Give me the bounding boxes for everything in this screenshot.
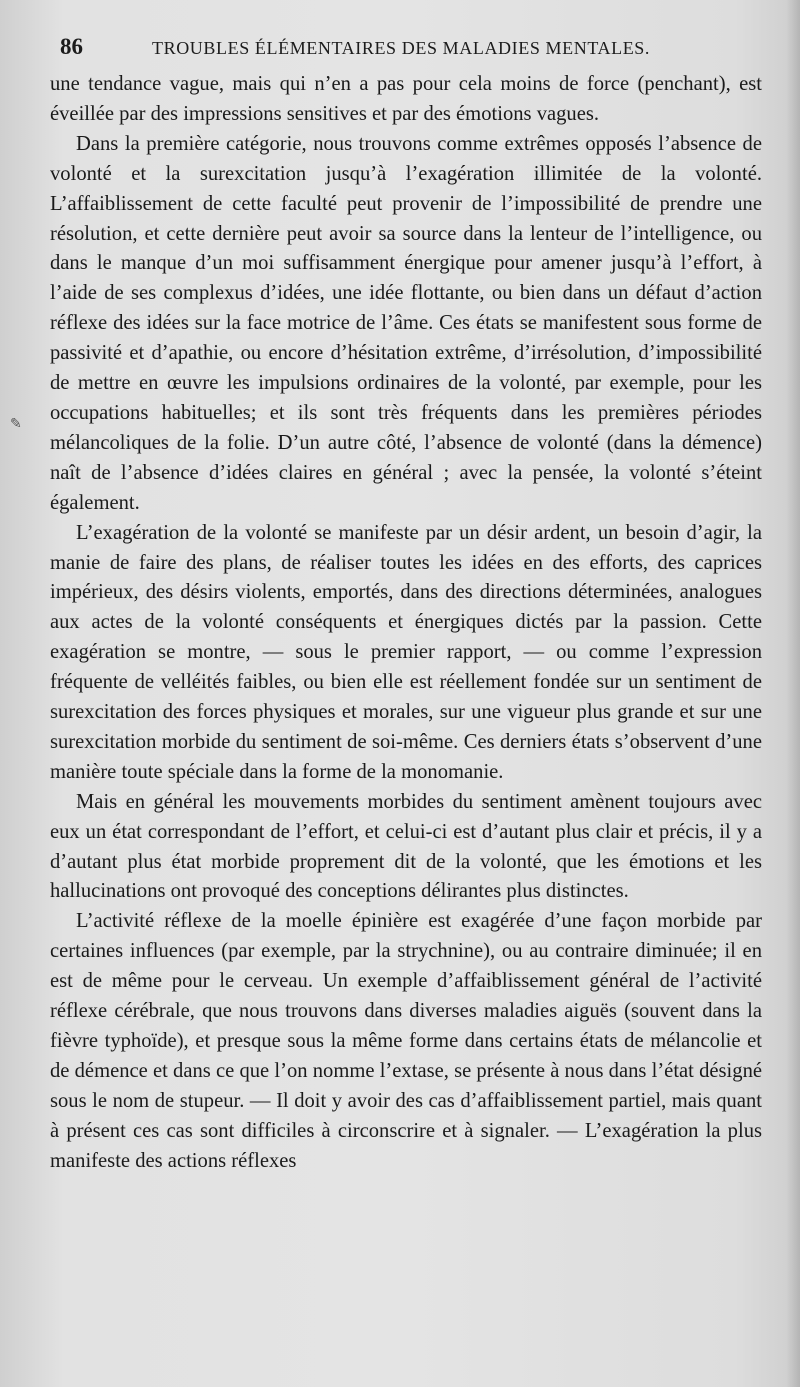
paragraph-mouvements-morbides: Mais en général les mouvements morbides du sentiment amènent toujours avec eux un état correspondant de l’effort, et celui-ci est d’autant plus clair et précis, il y a d’autant plus état morbide proprement dit de la volonté, que les émotions et les hallucinations ont provoqué des conceptions délirantes plus distinctes. (50, 790, 762, 903)
body-text (50, 70, 762, 1177)
page-edge-shadow (786, 0, 800, 1387)
page-header (60, 34, 760, 64)
running-head: TROUBLES ÉLÉMENTAIRES DES MALADIES MENTALES. (152, 38, 651, 58)
margin-annotation-mark: ✎ (10, 416, 22, 432)
paragraph-exageration-volonte: L’exagération de la volonté se manifeste par un désir ardent, un besoin d’agir, la manie de faire des plans, de réaliser toutes les idées en des efforts, des caprices impérieux, des désirs violents, emportés, dans des directions déterminées, analogues aux actes de la volonté conséquents et énergiques dictés par la passion. Cette exagération se montre, — sous le premier rapport, — ou comme l’expression fréquente de velléités faibles, ou bien elle est réellement fondée sur un sentiment de surexcitation des forces physiques et morales, sur une vigueur plus grande et sur une surexcitation morbide du sentiment de soi-même. Ces derniers états s’observent d’une manière toute spéciale dans la forme de la monomanie. (50, 521, 762, 783)
paragraph-volonte-categorie: Dans la première catégorie, nous trouvons comme extrêmes opposés l’absence de volonté et la surexcitation jusqu’à l’exagération illimitée de la volonté. L’affaiblissement de cette faculté peut provenir de l’impossibilité de prendre une résolution, et cette dernière peut avoir sa source dans la lenteur de l’intelligence, ou dans le manque d’un moi suffisamment énergique pour amener jusqu’à l’effort, à l’aide de ses complexus d’idées, une idée flottante, ou bien dans un défaut d’action réflexe des idées sur la face motrice de l’âme. Ces états se manifestent sous forme de passivité et d’apathie, ou encore d’hésitation extrême, d’irrésolution, d’impossibilité de mettre en œuvre les impulsions ordinaires de la volonté, par exemple, pour les occupations habituelles; et ils sont très fréquents dans les premières périodes mélancoliques de la folie. D’un autre côté, l’absence de volonté (dans la démence) naît de l’absence d’idées claires en général ; avec la pensée, la volonté s’éteint également. (50, 132, 762, 514)
paragraph-activite-reflexe: L’activité réflexe de la moelle épinière est exagérée d’une façon morbide par certaines influences (par exemple, par la strychnine), ou au contraire diminuée; il en est de même pour le cerveau. Un exemple d’affaiblissement général de l’activité réflexe cérébrale, que nous trouvons dans diverses maladies aiguës (souvent dans la fièvre typhoïde), et presque sous la même forme dans certains états de mélancolie et de démence et dans ce que l’on nomme l’extase, se présente à nous dans l’état désigné sous le nom de stupeur. — Il doit y avoir des cas d’affaiblissement partiel, mais quant à présent ces cas sont difficiles à circonscrire et à signaler. — L’exagération la plus manifeste des actions réflexes (50, 910, 762, 1172)
page-number: 86 (60, 34, 83, 59)
paragraph-continuation: une tendance vague, mais qui n’en a pas pour cela moins de force (penchant), est éveillée par des impressions sensitives et par des émotions vagues. (50, 73, 762, 125)
